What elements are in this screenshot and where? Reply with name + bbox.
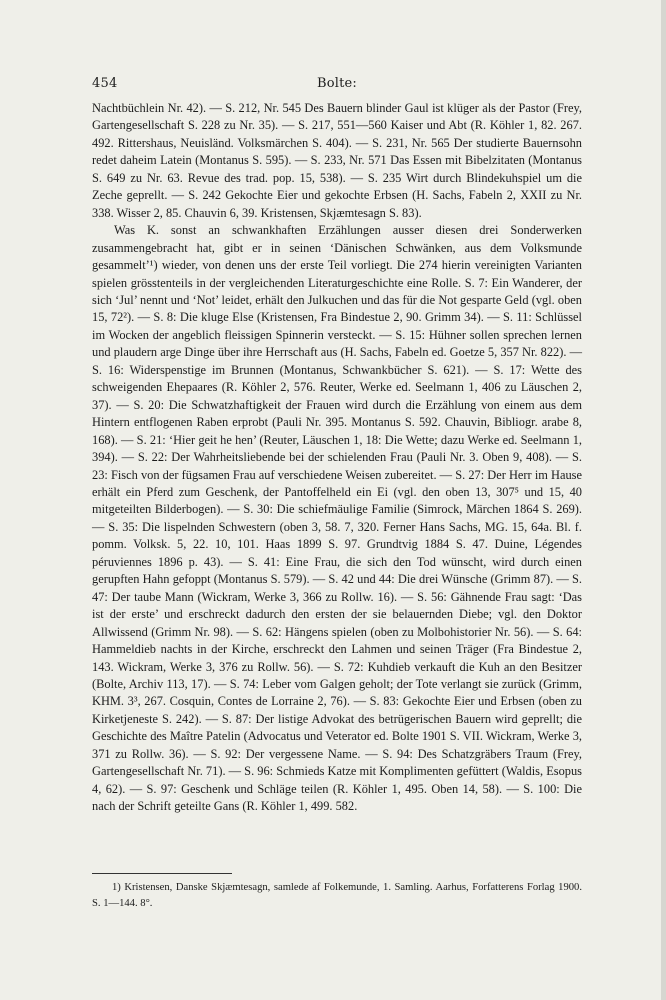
running-head: Bolte: (316, 76, 358, 91)
paragraph-continued: Nachtbüchlein Nr. 42). — S. 212, Nr. 545 Des Bauern blinder Gaul ist klüger als der Pastor (Frey, Gartengesellschaft S. 228 zu Nr. 35). — S. 217, 551—560 Kaiser und Abt (R. Köhler 1, 82. 267. 492. Rittershaus, Neuisländ. Volksmärchen S. 404). — S. 231, Nr. 565 Der studierte Bauernsohn redet daheim Latein (Montanus S. 595). — S. 233, Nr. 571 Das Essen mit Bibelzitaten (Montanus S. 649 zu Nr. 63. Revue des trad. pop. 15, 538). — S. 235 Wirt durch Blindekuhspiel um die Zeche geprellt. — S. 242 Gekochte Eier und gekochte Erbsen (H. Sachs, Fabeln 2, XXII zu Nr. 338. Wisser 2, 85. Chauvin 6, 39. Kristensen, Skjæmtesagn S. 83). (92, 101, 582, 220)
footnote-divider (92, 873, 232, 874)
page-header (92, 76, 582, 96)
body-text (92, 100, 582, 816)
footnote: 1) Kristensen, Danske Skjæmtesagn, samlede af Folkemunde, 1. Samling. Aarhus, Forfatterens Forlag 1900. S. 1—144. 8°. (92, 882, 582, 909)
page-number: 454 (92, 76, 118, 91)
page-edge (661, 0, 666, 1000)
paragraph-danish-jests: Was K. sonst an schwankhaften Erzählungen ausser diesen drei Sonderwerken zusammengebracht hat, gibt er in seinen ‘Dänischen Schwänken, aus dem Volksmunde gesammelt’¹) wieder, von denen uns der erste Teil vorliegt. Die 274 hierin vereinigten Varianten spielen grösstenteils in der vergleichenden Literaturgeschichte eine Rolle. S. 7: Ein Wanderer, der sich ‘Jul’ nennt und ‘Not’ leidet, erhält den Julkuchen und das für die Not gesparte Geld (vgl. oben 15, 72²). — S. 8: Die kluge Else (Kristensen, Fra Bindestue 2, 90. Grimm 34). — S. 11: Schlüssel im Wocken der angeblich fleissigen Spinnerin versteckt. — S. 15: Hühner sollen sprechen lernen und plaudern arge Dinge über ihre Herrschaft aus (H. Sachs, Fabeln ed. Goetze 5, 357 Nr. 822). — S. 16: Widerspenstige im Brunnen (Montanus, Schwankbücher S. 621). — S. 17: Wette des schweigenden Ehepaares (R. Köhler 2, 576. Reuter, Werke ed. Seelmann 1, 406 zu Läuschen 2, 37). — S. 20: Die Schwatzhaftigkeit der Frauen wird durch die Erzählung von einem aus dem Hintern entflogenen Raben erprobt (Pauli Nr. 395. Montanus S. 592. Chauvin, Bibliogr. arabe 8, 168). — S. 21: ‘Hier geit he hen’ (Reuter, Läuschen 1, 18: Die Wette; dazu Werke ed. Seelmann 1, 394). — S. 22: Der Wahrheitsliebende bei der schielenden Frau (Pauli Nr. 3. Oben 9, 408). — S. 23: Fisch von der fügsamen Frau auf verschiedene Weisen zubereitet. — S. 27: Der Herr im Hause erhält ein Pferd zum Geschenk, der Pantoffelheld ein Ei (vgl. den oben 13, 307⁵ und 15, 40 mitgeteilten Bilderbogen). — S. 30: Die schiefmäulige Familie (Simrock, Märchen 1864 S. 269). — S. 35: Die lispelnden Schwestern (oben 3, 58. 7, 320. Ferner Hans Sachs, MG. 15, 64a. Bl. f. pomm. Volksk. 5, 22. 10, 101. Haas 1899 S. 97. Grundtvig 1884 S. 47. Duine, Légendes péruviennes 1896 p. 43). — S. 41: Eine Frau, die sich den Tod wünscht, wird durch einen gerupften Hahn gefoppt (Montanus S. 579). — S. 42 und 44: Die drei Wünsche (Grimm 87). — S. 47: Der taube Mann (Wickram, Werke 3, 366 zu Rollw. 16). — S. 56: Gähnende Frau sagt: ‘Das ist der erste’ und erschreckt dadurch den ersten der sie belauernden Diebe; vgl. den Doktor Allwissend (Grimm Nr. 98). — S. 62: Hängens spielen (oben zu Molbohistorier Nr. 56). — S. 64: Hammeldieb nachts in der Kirche, erschreckt den Lahmen und seinen Träger (Fra Bindestue 2, 143. Wickram, Werke 3, 376 zu Rollw. 56). — S. 72: Kuhdieb verkauft die Kuh an den Besitzer (Bolte, Archiv 113, 17). — S. 74: Leber vom Galgen geholt; der Tote verlangt sie zurück (Grimm, KHM. 3³, 267. Cosquin, Contes de Lorraine 2, 76). — S. 83: Gekochte Eier und Erbsen (oben zu Kirketjeneste S. 242). — S. 87: Der listige Advokat des betrügerischen Bauern wird geprellt; die Geschichte des Maître Patelin (Advocatus und Veterator ed. Bolte 1901 S. VII. Wickram, Werke 3, 371 zu Rollw. 36). — S. 92: Der vergessene Name. — S. 94: Des Schatzgräbers Traum (Frey, Gartengesellschaft Nr. 71). — S. 96: Schmieds Katze mit Komplimenten gefüttert (Waldis, Esopus 4, 62). — S. 97: Geschenk und Schläge teilen (R. Köhler 1, 495. Oben 14, 58). — S. 100: Die nach der Schrift geteilte Gans (R. Köhler 1, 499. 582. (92, 223, 582, 814)
